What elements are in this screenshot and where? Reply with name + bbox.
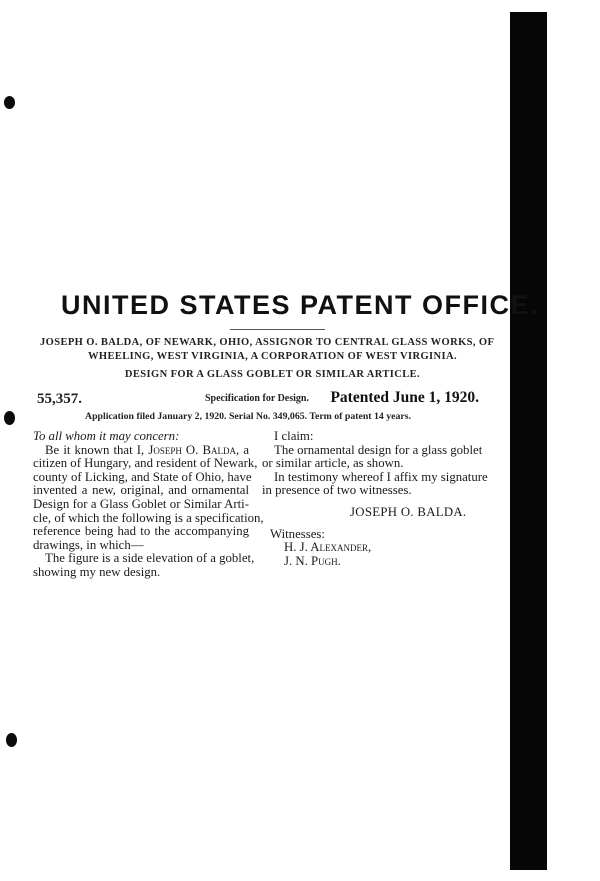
body-line: The figure is a side elevation of a goblet,: [45, 551, 255, 566]
right-column: [262, 429, 488, 568]
claim-heading: I claim:: [274, 429, 314, 443]
application-line: Application filed January 2, 1920. Serial No. 349,065. Term of patent 14 years.: [85, 411, 412, 422]
body-line: reference being had to the accompanying: [33, 524, 249, 539]
patent-number: 55,357.: [37, 391, 82, 407]
specification-label: Specification for Design.: [205, 393, 309, 404]
witness-name: J. N. Pugh.: [284, 553, 341, 568]
punch-hole-top: [4, 96, 15, 109]
punch-hole-middle: [4, 411, 15, 425]
inventor-line-2: WHEELING, WEST VIRGINIA, A CORPORATION OF WEST VIRGINIA.: [88, 351, 457, 362]
salutation: To all whom it may concern:: [33, 429, 180, 443]
body-line: citizen of Hungary, and resident of Newark,: [33, 456, 258, 471]
signature: JOSEPH O. BALDA.: [350, 504, 467, 519]
body-line: Design for a Glass Goblet or Similar Arti-: [33, 496, 249, 511]
inventor-line-1: JOSEPH O. BALDA, OF NEWARK, OHIO, ASSIGNOR TO CENTRAL GLASS WORKS, OF: [40, 337, 495, 348]
testimony-line: in presence of two witnesses.: [262, 483, 412, 498]
design-title: DESIGN FOR A GLASS GOBLET OR SIMILAR ARTICLE.: [124, 369, 421, 380]
body-line: Be it known that I, Joseph O. Balda, a: [45, 442, 249, 457]
specification-row: [37, 389, 479, 409]
title-rule: [230, 329, 325, 330]
scan-edge-bar: [510, 12, 547, 870]
testimony-line: In testimony whereof I affix my signature: [274, 469, 488, 484]
patented-date: Patented June 1, 1920.: [330, 389, 479, 406]
witnesses-label: Witnesses:: [270, 526, 325, 541]
claim-line: or similar article, as shown.: [262, 456, 404, 471]
body-line: drawings, in which—: [33, 537, 144, 552]
claim-line: The ornamental design for a glass goblet: [274, 442, 483, 457]
body-line: invented a new, original, and ornamental: [33, 483, 249, 498]
body-line: cle, of which the following is a specification,: [33, 510, 264, 525]
left-column: [33, 429, 264, 580]
body-line: showing my new design.: [33, 564, 161, 579]
witness-name: H. J. Alexander,: [284, 540, 372, 555]
punch-hole-bottom: [6, 733, 17, 747]
inventor-name: Joseph O. Balda: [148, 442, 237, 457]
office-title: UNITED STATES PATENT OFFICE.: [61, 290, 539, 320]
body-line: county of Licking, and State of Ohio, have: [33, 469, 252, 484]
